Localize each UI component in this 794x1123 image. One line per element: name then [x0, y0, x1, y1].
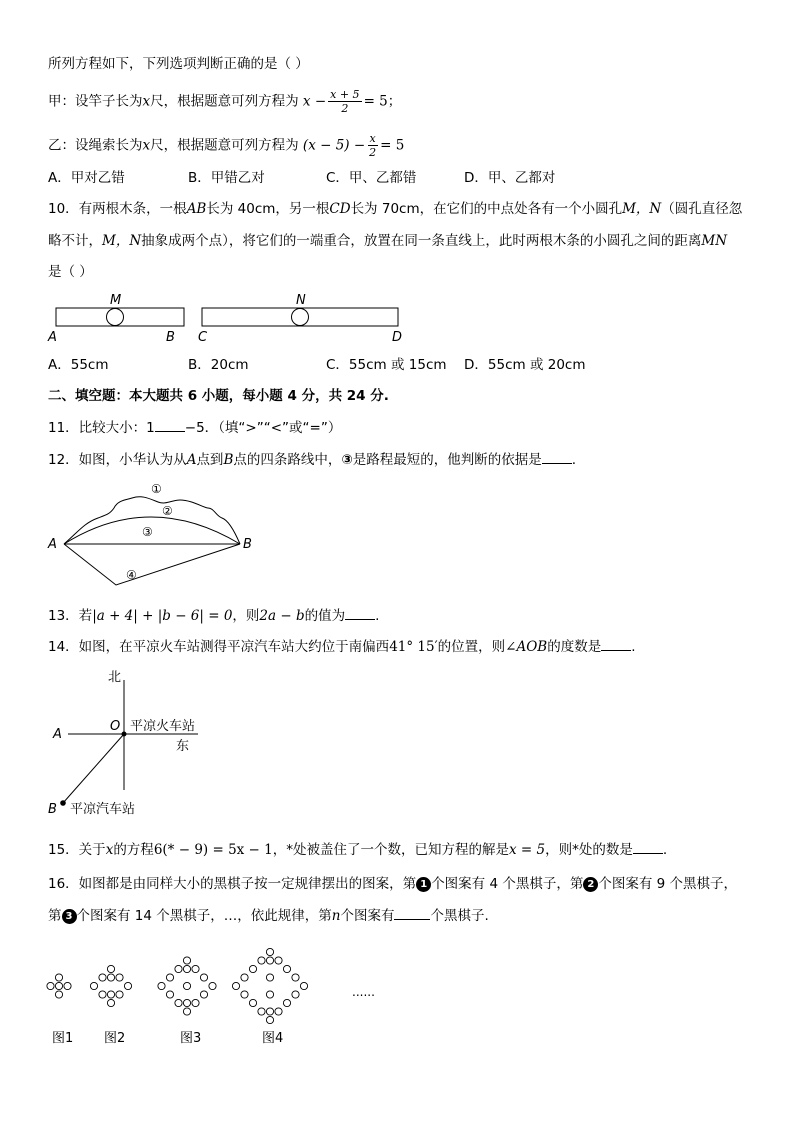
q14-text-3: 的度数是 [547, 639, 602, 655]
q9-jia-statement [48, 88, 401, 115]
label-o: O [110, 719, 121, 734]
fig1-chess-piece [47, 982, 54, 989]
q10-mn-2: M，N [102, 233, 142, 249]
label-m: M [110, 293, 122, 308]
hole-m [107, 309, 124, 326]
q10-text-6: 抽象成两个点），将它们的一端重合，放置在同一条直线上，此时两根木条的小圆孔之间的距离 [141, 233, 702, 249]
q10-option-d[interactable]: D．55cm 或 20cm [464, 357, 586, 373]
fig3-chess-piece [158, 982, 165, 989]
q10-options [48, 355, 748, 375]
q9-yi-var: x [142, 137, 151, 154]
q10-text-1: 10．有两根木条，一根 [48, 201, 187, 217]
label-a: A [53, 727, 62, 742]
q12-label-b: B [243, 537, 252, 552]
q10-line2 [48, 231, 727, 251]
q13-expr2: 2a − b [259, 608, 305, 624]
q9-intro: 所列方程如下，下列选项判断正确的是（ ） [48, 56, 309, 72]
q12-text-3: 点的四条路线中， [233, 452, 342, 468]
fig3-chess-piece [183, 965, 190, 972]
q9-jia-eq-tail: = 5； [363, 93, 402, 110]
q9-yi-prefix: 乙：设绳索长为 [48, 137, 143, 154]
fig2-chess-piece [124, 982, 131, 989]
fig4-chess-piece [266, 974, 273, 981]
q9-yi-frac-num: x [369, 132, 376, 145]
fig2-chess-piece [116, 974, 123, 981]
q11-text-1: 11．比较大小：1 [48, 420, 155, 436]
fig4-chess-piece [292, 991, 299, 998]
fig4-chess-piece [275, 957, 282, 964]
east-label: 东 [176, 739, 190, 754]
q15-text-4: ，则*处的数是 [545, 842, 633, 858]
route-4 [64, 544, 240, 585]
q12-figure [44, 478, 264, 590]
fig3-chess-piece [183, 999, 190, 1006]
q12-text-2: 点到 [196, 452, 224, 468]
q16-figure [40, 934, 400, 1052]
q10-option-c[interactable]: C．55cm 或 15cm [326, 357, 447, 373]
point-o [122, 732, 127, 737]
q9-jia-prefix: 甲：设竿子长为 [48, 93, 143, 110]
label-b: B [166, 330, 175, 345]
q12-text-4: 是路程最短的，他判断的依据是 [352, 452, 542, 468]
q10-text-5: 略不计， [48, 233, 102, 249]
q10-text-2: 长为 40cm，另一根 [206, 201, 330, 217]
q10-ab: AB [186, 201, 207, 217]
q9-yi-mid: 尺，根据题意可列方程为 [150, 137, 299, 154]
fig4-chess-piece [258, 957, 265, 964]
fig4-chess-piece [266, 1016, 273, 1023]
q10-text-3: 长为 70cm，在它们的中点处各有一个小圆孔 [350, 201, 623, 217]
fig3-chess-piece [192, 999, 199, 1006]
fig2-chess-piece [107, 974, 114, 981]
fig4-chess-piece [249, 999, 256, 1006]
point-b [60, 800, 66, 806]
fig4-chess-piece [283, 965, 290, 972]
route-1-label: ① [151, 482, 162, 496]
q12-blank[interactable] [542, 451, 572, 464]
q12-route-3: ③ [341, 452, 353, 468]
q10-cd: CD [329, 201, 351, 217]
q14 [48, 637, 636, 657]
fig2-chess-piece [107, 991, 114, 998]
fig4-chess-piece [241, 974, 248, 981]
q9-jia-mid: 尺，根据题意可列方程为 [150, 93, 299, 110]
q9-option-d[interactable]: D．甲、乙都对 [464, 170, 556, 186]
fig3-chess-piece [183, 982, 190, 989]
fig4-chess-piece [283, 999, 290, 1006]
q12-a: A [186, 452, 197, 468]
q16-text-1: 16．如图都是由同样大小的黑棋子按一定规律摆出的图案，第 [48, 876, 417, 892]
fig2-chess-piece [107, 999, 114, 1006]
fig1-chess-piece [55, 991, 62, 998]
q9-jia-frac-den: 2 [341, 102, 349, 115]
q16-circled-3: 3 [62, 909, 77, 924]
q9-yi-frac-den: 2 [369, 146, 377, 159]
q13-expr: |a + 4| + |b − 6| = 0 [92, 608, 233, 624]
q15 [48, 840, 667, 860]
fig4-chess-piece [249, 965, 256, 972]
fig4-chess-piece [266, 1008, 273, 1015]
q16-blank[interactable] [394, 907, 430, 920]
section-2-heading: 二、填空题：本大题共 6 小题，每小题 4 分，共 24 分. [48, 388, 389, 404]
fig3-chess-piece [183, 957, 190, 964]
q13-blank[interactable] [345, 607, 375, 620]
q16-ellipsis: ...... [352, 985, 375, 999]
q16-circled-1: 1 [416, 877, 431, 892]
q15-text-1: 15．关于 [48, 842, 106, 858]
bus-station-label: 平凉汽车站 [70, 802, 136, 817]
fig2-chess-piece [99, 974, 106, 981]
fig1-chess-piece [64, 982, 71, 989]
q16-n: n [331, 908, 341, 924]
q11-blank[interactable] [155, 419, 185, 432]
q11-text-2: −5．（填“>”“<”或“=”） [184, 420, 342, 436]
q16-fig1-label: 图1 [52, 1031, 74, 1046]
q9-jia-fraction [328, 88, 361, 115]
q16-fig2-label: 图2 [104, 1031, 126, 1046]
q16-text-7: 个黑棋子. [430, 908, 489, 924]
q13-text-4: . [375, 608, 380, 624]
q14-figure [44, 664, 244, 822]
q15-x: x [105, 842, 114, 858]
fig4-chess-piece [266, 957, 273, 964]
fig3-chess-piece [192, 965, 199, 972]
fig3-chess-piece [200, 974, 207, 981]
q10-mn-3: MN [701, 233, 728, 249]
ray-ob [63, 734, 124, 803]
q9-options [48, 168, 748, 188]
north-label: 北 [108, 670, 122, 685]
q9-jia-frac-num: x + 5 [330, 88, 360, 101]
q10-figure [44, 290, 414, 348]
fig3-chess-piece [200, 991, 207, 998]
fig4-chess-piece [258, 1008, 265, 1015]
q14-angle: 41° 15′ [389, 639, 438, 655]
route-3-label: ③ [142, 525, 153, 539]
q10-mn: M，N [622, 201, 662, 217]
fig3-chess-piece [166, 991, 173, 998]
label-a: A [48, 330, 57, 345]
fig2-chess-piece [99, 991, 106, 998]
q14-text-1: 14．如图，在平凉火车站测得平凉汽车站大约位于南偏西 [48, 639, 390, 655]
q9-yi-eq-tail: = 5 [380, 137, 405, 154]
q10-line3: 是（ ） [48, 264, 93, 280]
q14-blank[interactable] [601, 638, 631, 651]
q9-jia-var: x [142, 93, 151, 110]
q9-option-a[interactable]: A．甲对乙错 [48, 170, 125, 186]
fig4-chess-piece [266, 948, 273, 955]
q15-text-5: . [662, 842, 668, 858]
route-4-label: ④ [126, 568, 137, 582]
train-station-label: 平凉火车站 [130, 719, 196, 734]
label-n: N [296, 293, 306, 308]
fig2-chess-piece [90, 982, 97, 989]
q12-label-a: A [48, 537, 57, 552]
q13 [48, 606, 379, 626]
q16-line2 [48, 906, 489, 926]
hole-n [292, 309, 309, 326]
q15-text-3: ，*处被盖住了一个数，已知方程的解是 [272, 842, 509, 858]
q12-b: B [223, 452, 234, 468]
q14-text-2: 的位置，则 [437, 639, 506, 655]
q16-text-5: 个图案有 14 个黑棋子，…，依此规律，第 [76, 908, 332, 924]
q15-solution: x = 5 [509, 842, 546, 858]
fig4-chess-piece [275, 1008, 282, 1015]
fig4-chess-piece [241, 991, 248, 998]
q10-line1 [48, 199, 742, 219]
q16-text-4: 第 [48, 908, 62, 924]
q9-option-c[interactable]: C．甲、乙都错 [326, 170, 417, 186]
q10-option-a[interactable]: A．55cm [48, 357, 109, 373]
route-2-label: ② [162, 504, 173, 518]
fig4-chess-piece [292, 974, 299, 981]
label-d: D [392, 330, 403, 345]
q12-text-5: . [571, 452, 577, 468]
q12-text-1: 12．如图，小华认为从 [48, 452, 187, 468]
q13-text-3: 的值为 [304, 608, 346, 624]
fig2-chess-piece [116, 991, 123, 998]
q9-yi-eq-lead: (x − 5) − [302, 137, 366, 154]
fig4-chess-piece [266, 991, 273, 998]
q11 [48, 418, 341, 438]
q16-text-6: 个图案有 [340, 908, 395, 924]
q12 [48, 450, 576, 470]
q13-text-1: 13．若 [48, 608, 93, 624]
q13-text-2: ，则 [232, 608, 260, 624]
fig4-chess-piece [300, 982, 307, 989]
q14-aob: ∠AOB [505, 639, 548, 655]
q9-yi-statement [48, 132, 404, 159]
fig3-chess-piece [183, 1008, 190, 1015]
fig1-chess-piece [55, 982, 62, 989]
q16-text-2: 个图案有 4 个黑棋子，第 [431, 876, 584, 892]
q15-text-2: 的方程 [113, 842, 154, 858]
q16-line1 [48, 874, 737, 894]
label-b: B [48, 802, 57, 817]
q16-text-3: 个图案有 9 个黑棋子， [598, 876, 738, 892]
label-c: C [198, 330, 208, 345]
fig3-chess-piece [175, 965, 182, 972]
q15-equation: 6(* − 9) = 5x − 1 [153, 842, 273, 858]
q9-jia-eq-lead: x − [302, 93, 327, 110]
q16-fig3-label: 图3 [180, 1031, 202, 1046]
fig3-chess-piece [175, 999, 182, 1006]
q15-blank[interactable] [633, 841, 663, 854]
fig3-chess-piece [166, 974, 173, 981]
q10-text-4: （圆孔直径忽 [661, 201, 743, 217]
q10-option-b[interactable]: B．20cm [188, 357, 249, 373]
q16-fig4-label: 图4 [262, 1031, 284, 1046]
fig1-chess-piece [55, 974, 62, 981]
fig3-chess-piece [209, 982, 216, 989]
fig2-chess-piece [107, 965, 114, 972]
q9-option-b[interactable]: B．甲错乙对 [188, 170, 265, 186]
q9-yi-fraction [367, 132, 378, 159]
fig4-chess-piece [232, 982, 239, 989]
q16-circled-2: 2 [583, 877, 598, 892]
q14-text-4: . [631, 639, 636, 655]
